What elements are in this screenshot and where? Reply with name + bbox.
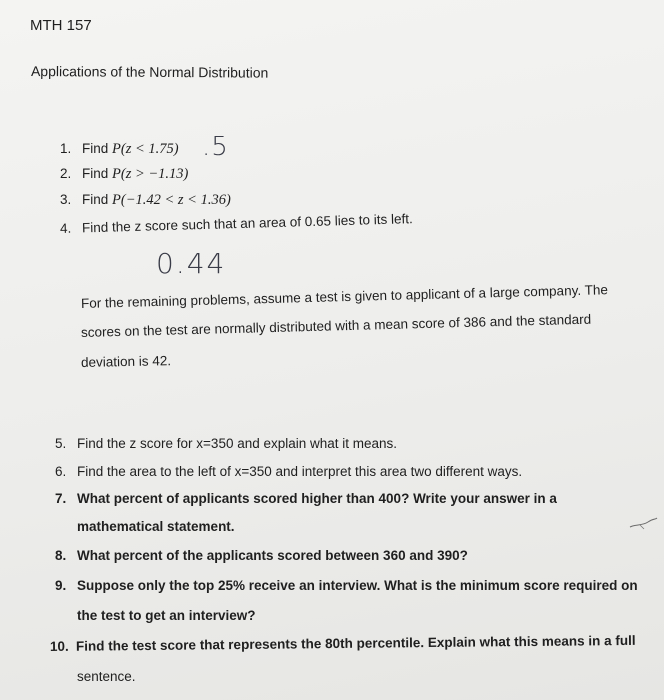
probability-expression: P(−1.42 < z < 1.36)	[112, 192, 231, 208]
problem-number: 8.	[55, 548, 67, 563]
problem-number: 1.	[60, 141, 72, 156]
problem-number: 9.	[55, 578, 67, 593]
smudge-mark	[628, 515, 658, 533]
problem-text: What percent of the applicants scored between 360 and 390?	[77, 548, 468, 563]
problem-10-continuation: sentence.	[77, 669, 136, 684]
problem-9	[55, 578, 638, 593]
problem-8	[55, 548, 468, 563]
problem-5	[55, 436, 397, 451]
intro-line-1: For the remaining problems, assume a test is given to applicant of a large company. The	[80, 282, 609, 311]
problem-prefix: Find	[82, 192, 113, 207]
problem-number: 10.	[49, 638, 69, 654]
problem-4	[60, 211, 413, 236]
problem-number: 3.	[60, 192, 72, 207]
problem-10	[50, 633, 636, 654]
intro-line-2: scores on the test are normally distributed with a mean score of 386 and the standard	[80, 311, 592, 340]
problem-text: What percent of applicants scored higher than 400? Write your answer in a	[77, 491, 557, 506]
worksheet-title: Applications of the Normal Distribution	[30, 63, 269, 81]
problem-text: Suppose only the top 25% receive an interview. What is the minimum score required on	[77, 578, 638, 593]
problem-number: 6.	[55, 464, 67, 479]
problem-number: 5.	[55, 436, 67, 451]
problem-9-continuation: the test to get an interview?	[77, 608, 256, 623]
course-code: MTH 157	[30, 17, 92, 34]
handwritten-answer-4: 0.44	[156, 247, 227, 280]
problem-7	[55, 491, 557, 506]
intro-line-3: deviation is 42.	[80, 353, 172, 370]
handwritten-answer-1: .5	[202, 132, 229, 162]
problem-1	[60, 141, 179, 158]
probability-expression: P(z < 1.75)	[112, 141, 179, 157]
problem-text: Find the z score such that an area of 0.65 lies to its left.	[81, 211, 414, 236]
problem-7-continuation: mathematical statement.	[77, 519, 235, 534]
problem-3	[60, 192, 231, 209]
problem-prefix: Find	[82, 166, 113, 181]
problem-number: 2.	[60, 166, 72, 181]
problem-text: Find the z score for x=350 and explain what it means.	[77, 436, 398, 451]
probability-expression: P(z > −1.13)	[112, 166, 189, 182]
problem-text: Find the area to the left of x=350 and interpret this area two different ways.	[77, 464, 523, 479]
problem-number: 7.	[55, 491, 67, 506]
problem-number: 4.	[59, 220, 72, 236]
problem-2	[60, 166, 188, 183]
problem-text: Find the test score that represents the 80th percentile. Explain what this means in a full	[75, 632, 636, 654]
problem-prefix: Find	[82, 141, 113, 156]
problem-6	[55, 464, 522, 479]
